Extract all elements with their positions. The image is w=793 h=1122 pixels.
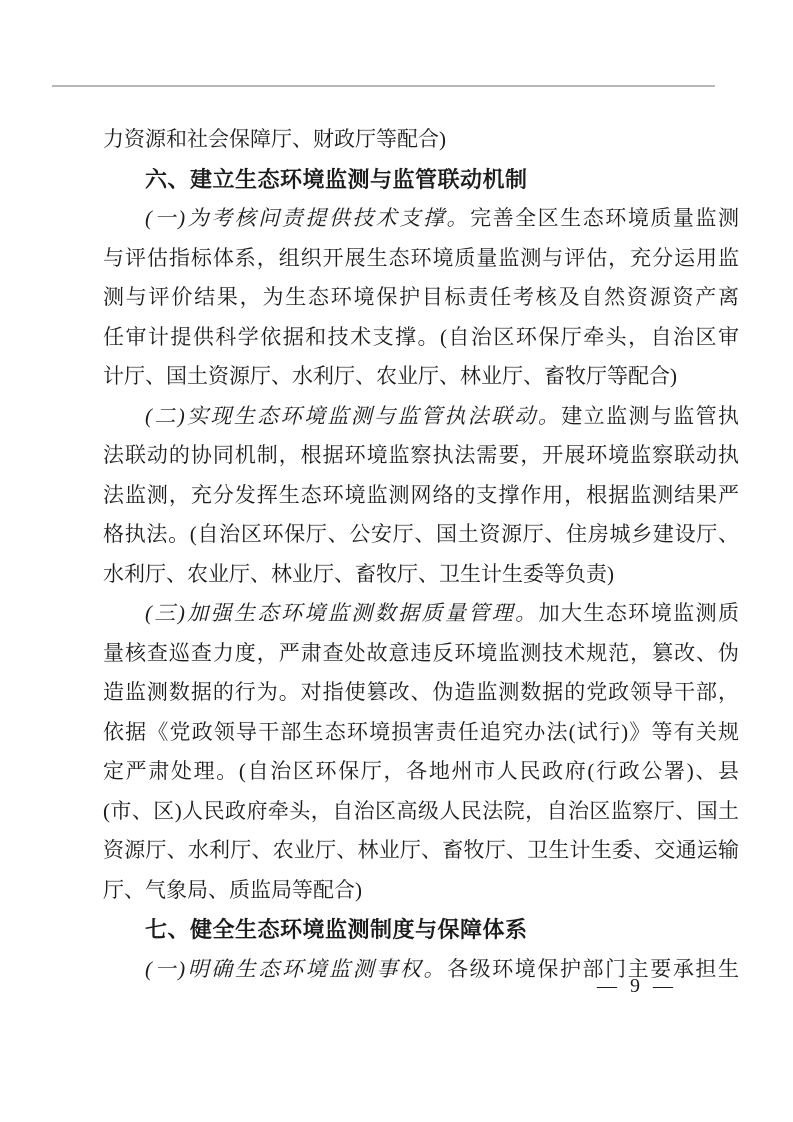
para-6-3-line	[103, 831, 739, 871]
para-6-3-line	[103, 792, 739, 832]
para-6-2-line	[103, 555, 739, 595]
clause-body: 资源厅、水利厅、农业厅、林业厅、畜牧厅、卫生计生委、交通运输	[103, 838, 739, 862]
clause-body: 定严肃处理。(自治区环保厅，各地州市人民政府(行政公署)、县	[103, 759, 739, 783]
para-6-3-line	[103, 752, 739, 792]
document-body	[103, 120, 739, 989]
para-6-1-line	[103, 199, 739, 239]
clause-body: 法监测，充分发挥生态环境监测网络的支撑作用，根据监测结果严	[103, 482, 739, 507]
clause-body: 加大生态环境监测质	[538, 601, 739, 625]
clause-body: 与评估指标体系，组织开展生态环境质量监测与评估，充分运用监	[103, 245, 739, 270]
para-6-3-line	[103, 713, 739, 753]
para-6-2-line	[103, 397, 739, 437]
clause-body: 力资源和社会保障厅、财政厅等配合)	[103, 127, 446, 151]
para-6-1-line	[103, 318, 739, 358]
clause-body: 量核查巡查力度，严肃查处故意违反环境监测技术规范，篡改、伪	[103, 640, 739, 665]
para-6-1-line	[103, 357, 739, 397]
clause-body: 七、健全生态环境监测制度与保障体系	[145, 917, 528, 942]
para-6-2-line	[103, 476, 739, 516]
clause-body: 完善全区生态环境质量监测	[470, 206, 739, 230]
clause-body: 造监测数据的行为。对指使篡改、伪造监测数据的党政领导干部，	[103, 680, 739, 704]
section-7-heading	[103, 910, 739, 950]
page-number: — 9 —	[597, 975, 677, 997]
para-6-2-line	[103, 515, 739, 555]
clause-body: 计厅、国土资源厅、水利厅、农业厅、林业厅、畜牧厅等配合)	[103, 364, 677, 388]
clause-body: (市、区)人民政府牵头，自治区高级人民法院，自治区监察厅、国土	[103, 798, 739, 823]
clause-lead-in: (一)明确生态环境监测事权。	[145, 956, 448, 981]
para-6-3-line	[103, 871, 739, 911]
section-6-heading	[103, 160, 739, 200]
clause-body: 法联动的协同机制，根据环境监察执法需要，开展环境监察联动执	[103, 443, 739, 467]
clause-body: 任审计提供科学依据和技术支撑。(自治区环保厅牵头，自治区审	[103, 324, 739, 349]
clause-body: 各级环境保护部门主要承担生	[447, 956, 739, 981]
clause-body: 依据《党政领导干部生态环境损害责任追究办法(试行)》等有关规	[103, 719, 739, 744]
para-6-3-line	[103, 594, 739, 634]
clause-body: 测与评价结果，为生态环境保护目标责任考核及自然资源资产离	[103, 285, 739, 309]
clause-body: 格执法。(自治区环保厅、公安厅、国土资源厅、住房城乡建设厅、	[103, 522, 739, 546]
clause-body: 厅、气象局、质监局等配合)	[103, 877, 362, 902]
clause-body: 水利厅、农业厅、林业厅、畜牧厅、卫生计生委等负责)	[103, 561, 614, 586]
para-6-2-line	[103, 436, 739, 476]
para-6-3-line	[103, 634, 739, 674]
clause-lead-in: (二)实现生态环境监测与监管执法联动。	[145, 403, 562, 428]
clause-body: 建立监测与监管执	[561, 403, 739, 428]
clause-lead-in: (一)为考核问责提供技术支撑。	[145, 206, 471, 230]
header-rule	[52, 85, 715, 87]
para-6-1-line	[103, 278, 739, 318]
para-6-1-line	[103, 239, 739, 279]
para-continuation-line	[103, 120, 739, 160]
clause-lead-in: (三)加强生态环境监测数据质量管理。	[145, 601, 539, 625]
para-6-3-line	[103, 673, 739, 713]
clause-body: 六、建立生态环境监测与监管联动机制	[145, 166, 528, 192]
